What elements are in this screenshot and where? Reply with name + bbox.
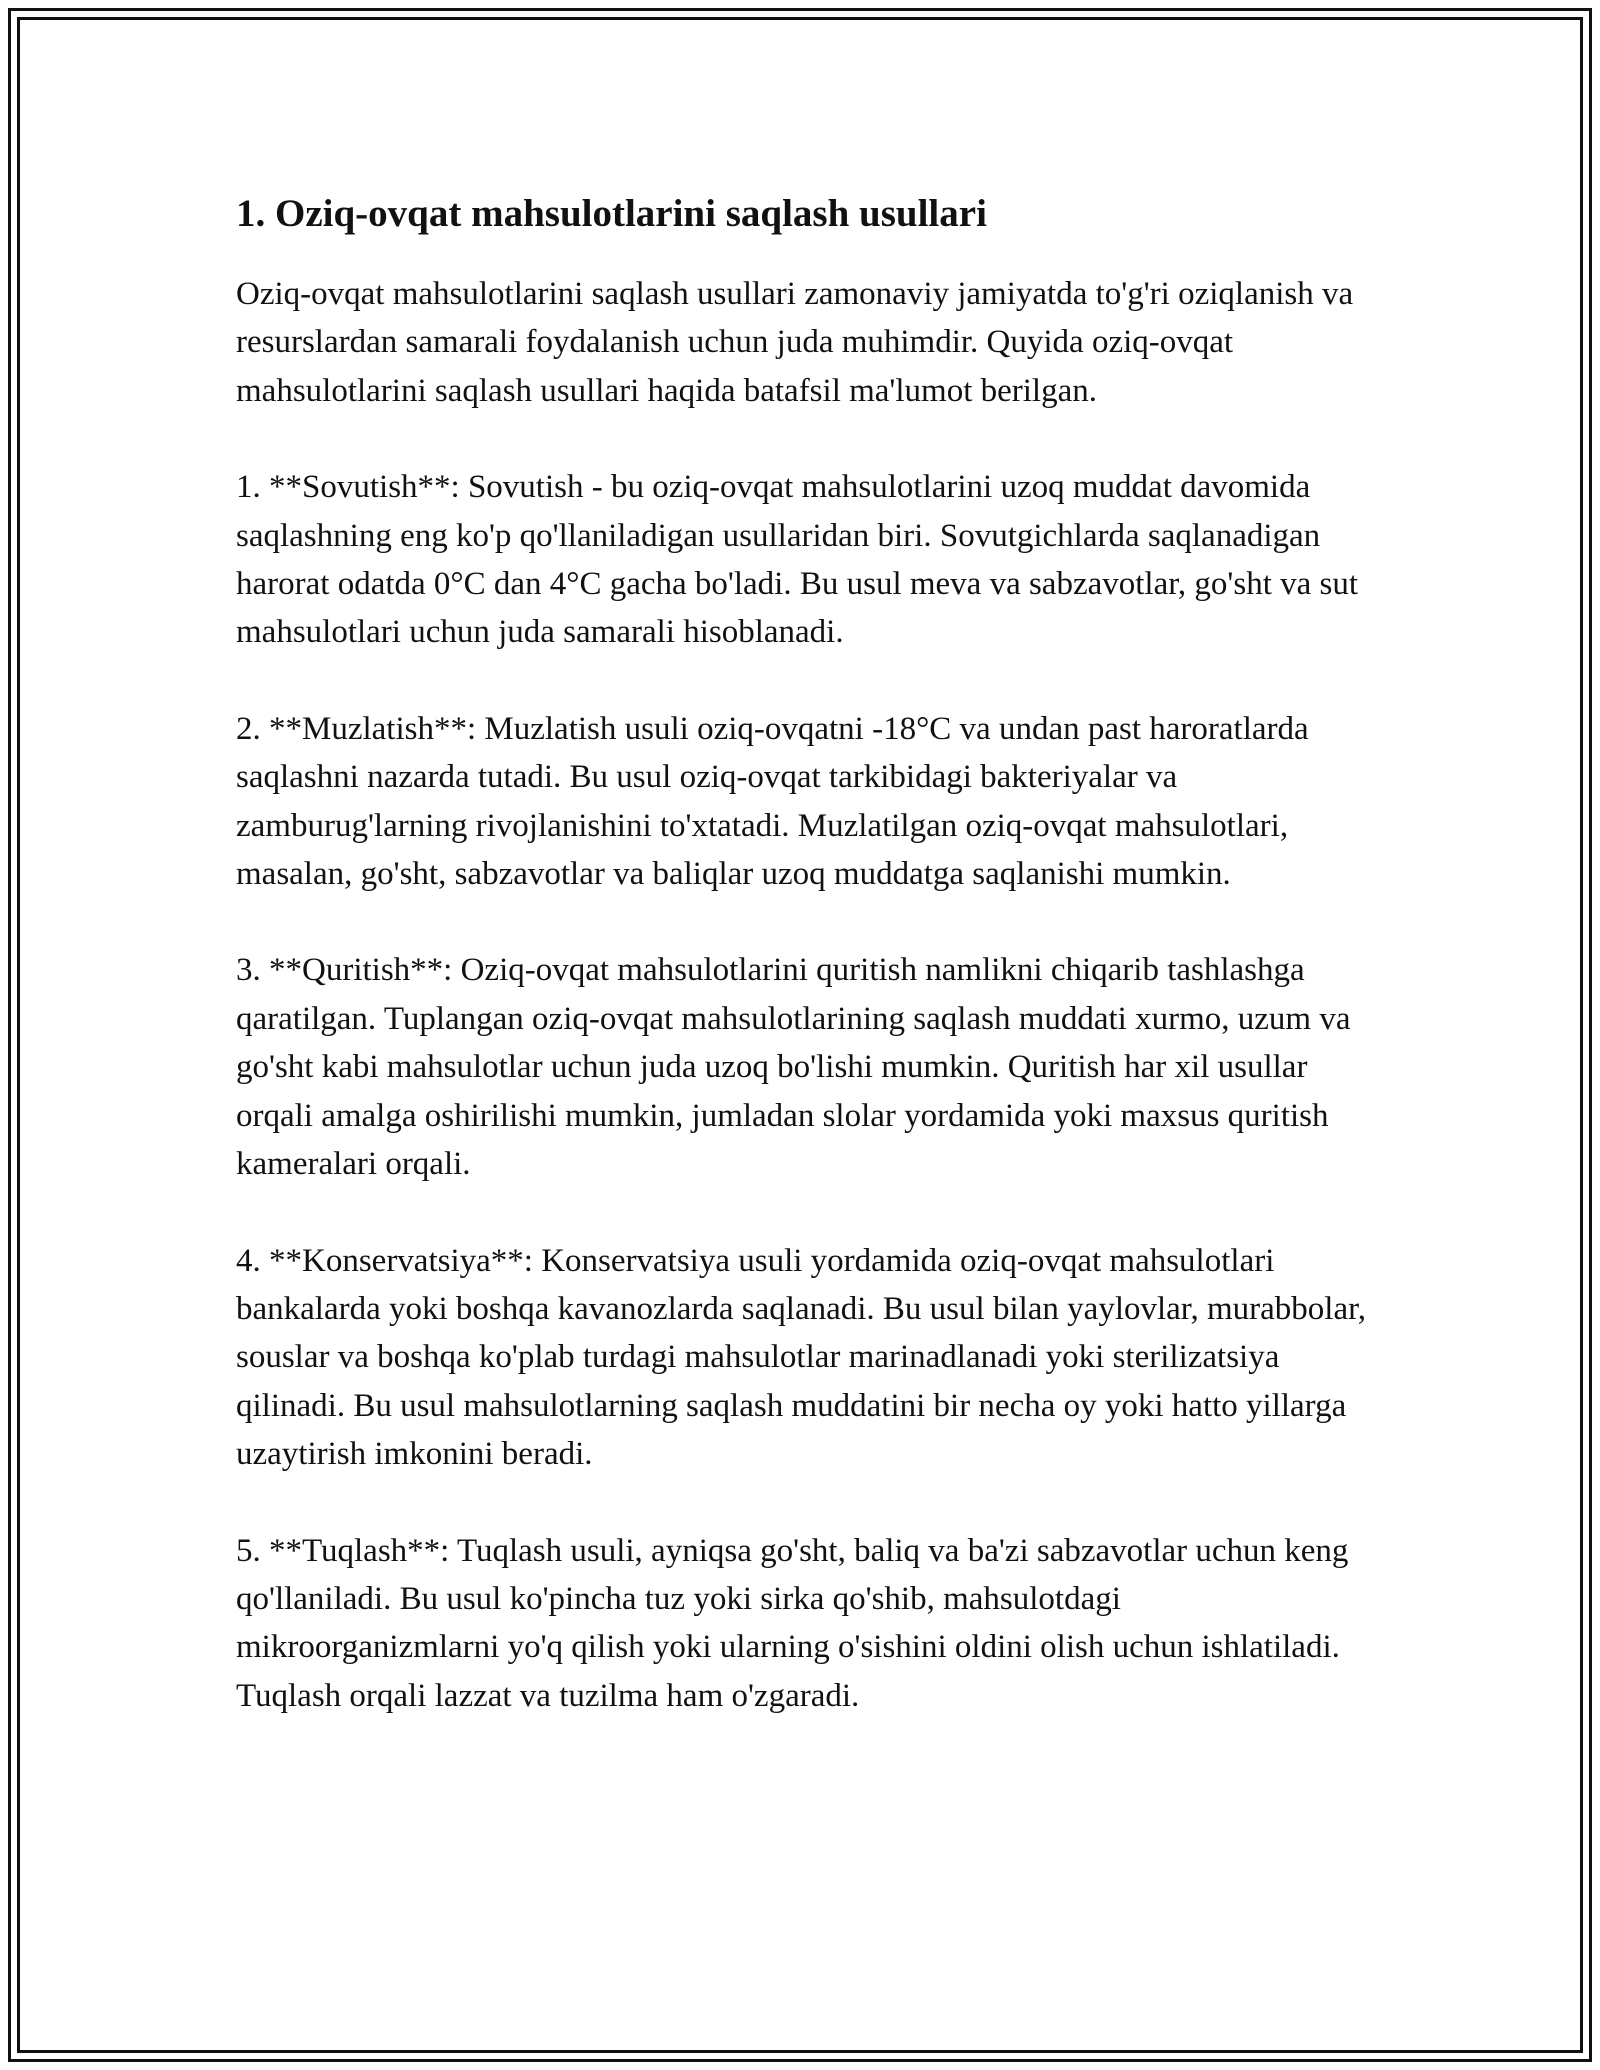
paragraph-sovutish: 1. **Sovutish**: Sovutish - bu oziq-ovqat mahsulotlarini uzoq muddat davomida saqlashning eng ko'p qo'llaniladigan usullaridan biri. Sovutgichlarda saqlanadigan harorat odatda 0°C dan 4°C gacha bo'ladi. Bu usul meva va sabzavotlar, go'sht va sut mahsulotlari uchun juda samarali hisoblanadi. xyxy=(236,469,1359,651)
document-body xyxy=(236,184,1376,1768)
intro-paragraph: Oziq-ovqat mahsulotlarini saqlash usullari zamonaviy jamiyatda to'g'ri oziqlanish va resurslardan samarali foydalanish uchun juda muhimdir. Quyida oziq-ovqat mahsulotlarini saqlash usullari haqida batafsil ma'lumot berilgan. xyxy=(236,276,1354,409)
paragraph-muzlatish: 2. **Muzlatish**: Muzlatish usuli oziq-ovqatni -18°C va undan past haroratlarda saqlashni nazarda tutadi. Bu usul oziq-ovqat tarkibidagi bakteriyalar va zamburug'larning rivojlanishini to'xtatadi. Muzlatilgan oziq-ovqat mahsulotlari, masalan, go'sht, sabzavotlar va baliqlar uzoq muddatga saqlanishi mumkin. xyxy=(236,710,1309,893)
paragraph-konservatsiya: 4. **Konservatsiya**: Konservatsiya usuli yordamida oziq-ovqat mahsulotlari bankalarda yoki boshqa kavanozlarda saqlanadi. Bu usul bilan yaylovlar, murabbolar, souslar va boshqa ko'plab turdagi mahsulotlar marinadlanadi yoki sterilizatsiya qilinadi. Bu usul mahsulotlarning saqlash muddatini bir necha oy yoki hatto yillarga uzaytirish imkonini beradi. xyxy=(236,1242,1367,1473)
document-title: 1. Oziq-ovqat mahsulotlarini saqlash usullari xyxy=(236,192,987,235)
paragraph-tuqlash: 5. **Tuqlash**: Tuqlash usuli, ayniqsa go'sht, baliq va ba'zi sabzavotlar uchun keng qo'llaniladi. Bu usul ko'pincha tuz yoki sirka qo'shib, mahsulotdagi mikroorganizmlarni yo'q qilish yoki ularning o'sishini oldini olish uchun ishlatiladi. Tuqlash orqali lazzat va tuzilma ham o'zgaradi. xyxy=(236,1532,1349,1714)
paragraph-quritish: 3. **Quritish**: Oziq-ovqat mahsulotlarini quritish namlikni chiqarib tashlashga qaratilgan. Tuplangan oziq-ovqat mahsulotlarining saqlash muddati xurmo, uzum va go'sht kabi mahsulotlar uchun juda uzoq bo'lishi mumkin. Quritish har xil usullar orqali amalga oshirilishi mumkin, jumladan slolar yordamida yoki maxsus quritish kameralari orqali. xyxy=(236,952,1351,1183)
